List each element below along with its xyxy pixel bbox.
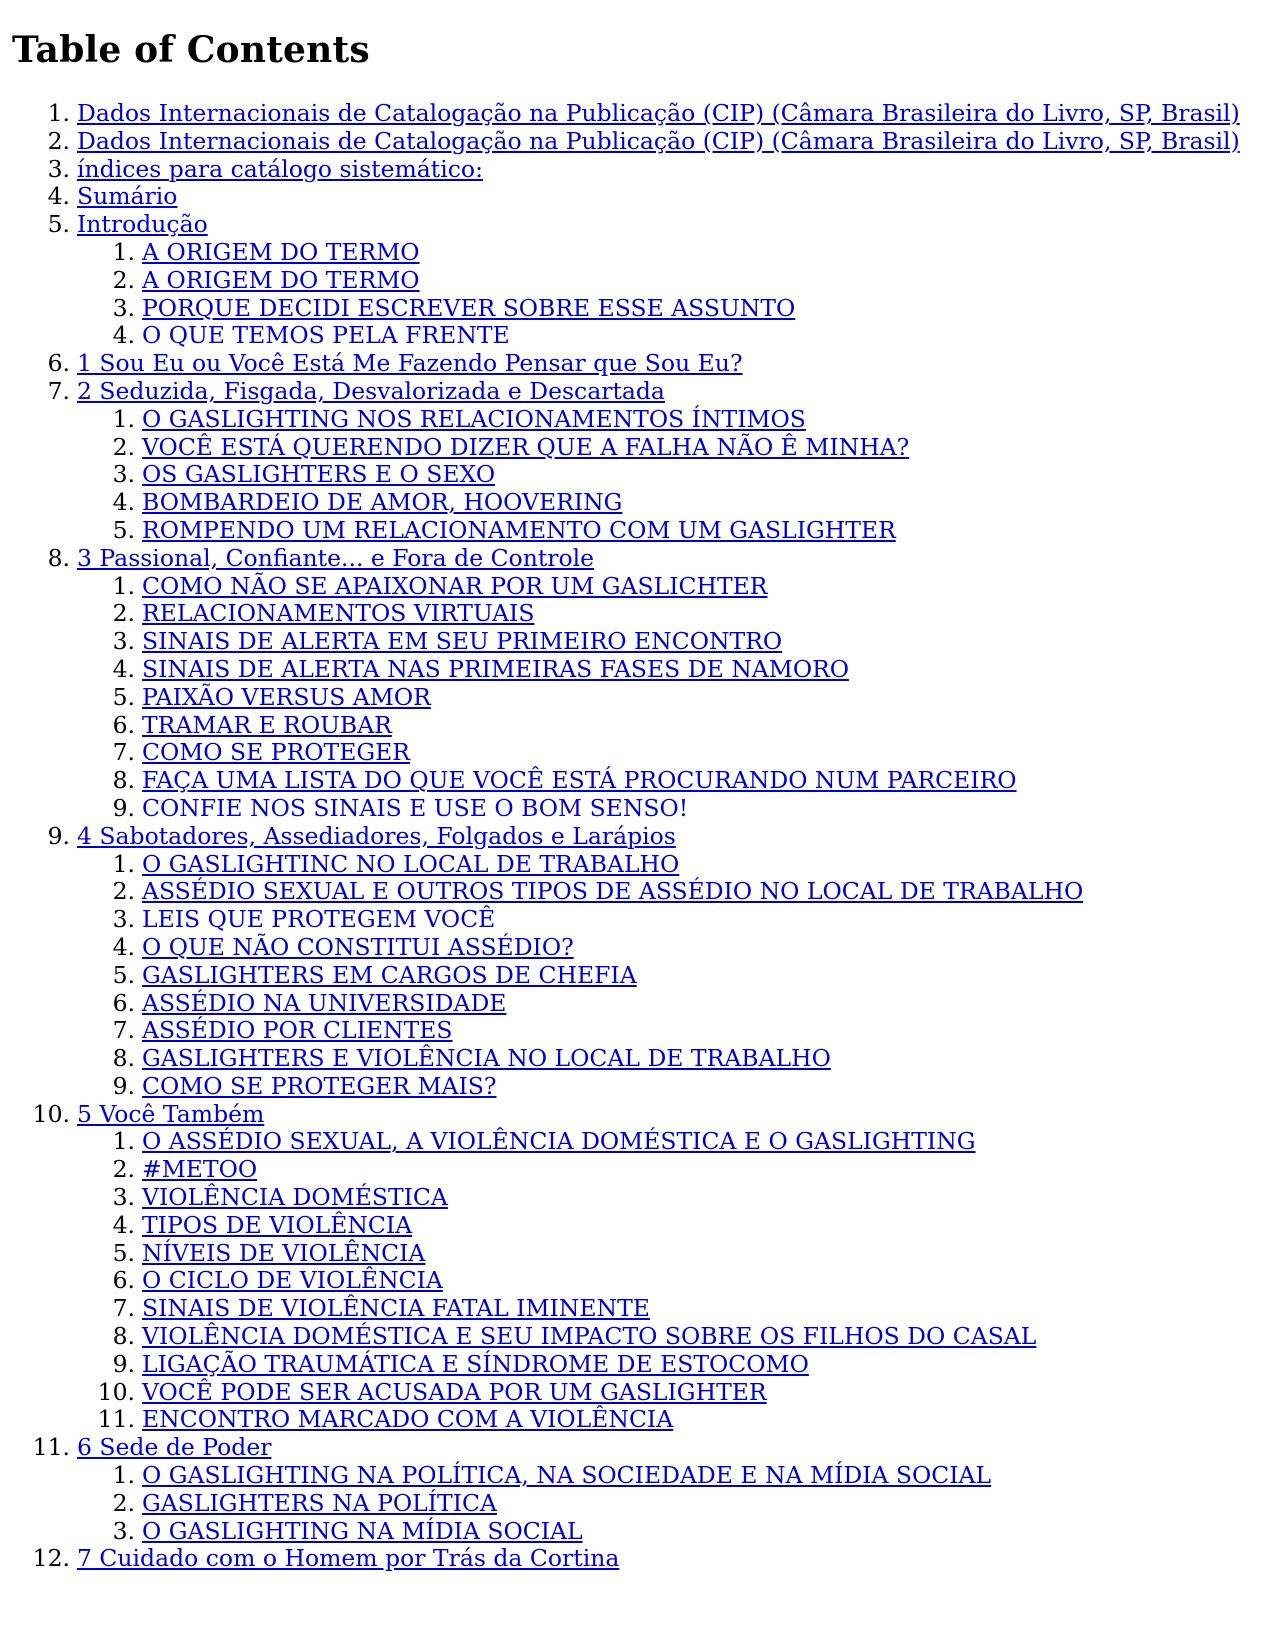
item-number: 9. — [112, 1071, 135, 1100]
item-text — [135, 739, 1262, 767]
item-text — [135, 684, 1262, 712]
item-number: 7. — [47, 376, 70, 405]
toc-link[interactable]: #METOO — [142, 1155, 258, 1184]
item-number: 4. — [47, 182, 70, 211]
toc-section-item — [0, 489, 1262, 517]
item-number: 7. — [112, 1016, 135, 1045]
item-number: 9. — [47, 821, 70, 850]
item-number: 4. — [112, 654, 135, 683]
toc-entry-label: O QUE TEMOS PELA FRENTE — [142, 321, 510, 350]
toc-chapter-item — [0, 350, 1262, 378]
toc-link[interactable]: A ORIGEM DO TERMO — [142, 237, 420, 266]
item-text — [135, 267, 1262, 295]
toc-section-item — [0, 628, 1262, 656]
toc-link[interactable]: VOCÊ PODE SER ACUSADA POR UM GASLIGHTER — [142, 1377, 767, 1406]
item-text — [135, 934, 1262, 962]
toc-link[interactable]: 1 Sou Eu ou Você Está Me Fazendo Pensar que Sou Eu? — [77, 349, 743, 378]
item-number: 2. — [112, 877, 135, 906]
toc-link[interactable]: 3 Passional, Confiante... e Fora de Controle — [77, 543, 595, 572]
item-number: 5. — [47, 210, 70, 239]
toc-section-item — [0, 1184, 1262, 1212]
item-text — [135, 851, 1262, 879]
item-text — [135, 767, 1262, 795]
item-number: 3. — [47, 154, 70, 183]
toc-section-item — [0, 1323, 1262, 1351]
toc-link[interactable]: VOCÊ ESTÁ QUERENDO DIZER QUE A FALHA NÃO Ê MINHA? — [142, 432, 910, 461]
item-text — [135, 656, 1262, 684]
item-number: 1. — [47, 99, 70, 127]
toc-section-item — [0, 1295, 1262, 1323]
item-text — [135, 1462, 1262, 1490]
toc-link[interactable]: OS GASLIGHTERS E O SEXO — [142, 460, 496, 489]
toc-link[interactable]: 4 Sabotadores, Assediadores, Folgados e Larápios — [77, 821, 676, 850]
item-number: 4. — [112, 488, 135, 517]
toc-section-item — [0, 1073, 1262, 1101]
item-text — [70, 545, 1262, 573]
toc-link[interactable]: BOMBARDEIO DE AMOR, HOOVERING — [142, 488, 623, 517]
toc-chapter-item — [0, 378, 1262, 406]
item-number: 3. — [112, 460, 135, 489]
item-text — [70, 1101, 1262, 1129]
toc-section-item — [0, 934, 1262, 962]
item-text — [135, 906, 1262, 934]
toc-chapter-item — [0, 183, 1262, 211]
item-text — [135, 795, 1262, 823]
item-number: 2. — [112, 1488, 135, 1517]
item-number: 6. — [112, 710, 135, 739]
toc-link[interactable]: A ORIGEM DO TERMO — [142, 265, 420, 294]
toc-link[interactable]: ASSÉDIO SEXUAL E OUTROS TIPOS DE ASSÉDIO NO LOCAL DE TRABALHO — [142, 877, 1084, 906]
toc-section-item — [0, 878, 1262, 906]
toc-link[interactable]: PAIXÃO VERSUS AMOR — [142, 682, 431, 711]
toc-link[interactable]: ROMPENDO UM RELACIONAMENTO COM UM GASLIGHTER — [142, 515, 896, 544]
item-number: 5. — [112, 960, 135, 989]
item-text — [135, 1156, 1262, 1184]
toc-section-item — [0, 1240, 1262, 1268]
toc-chapter-item — [0, 100, 1262, 128]
toc-section-item — [0, 1156, 1262, 1184]
item-text — [135, 295, 1262, 323]
toc-link[interactable]: O CICLO DE VIOLÊNCIA — [142, 1266, 443, 1295]
item-text — [135, 1184, 1262, 1212]
toc-link[interactable]: Sumário — [77, 182, 178, 211]
toc-section-item — [0, 906, 1262, 934]
toc-section-item — [0, 573, 1262, 601]
toc-section-item — [0, 406, 1262, 434]
item-number: 2. — [112, 265, 135, 294]
item-text — [70, 211, 1262, 239]
toc-section-item — [0, 1351, 1262, 1379]
item-number: 12. — [32, 1544, 70, 1573]
item-text — [70, 156, 1262, 184]
item-number: 11. — [32, 1433, 70, 1462]
item-text — [70, 1434, 1262, 1462]
item-number: 3. — [112, 293, 135, 322]
toc-section-item — [0, 1045, 1262, 1073]
item-number: 3. — [112, 1516, 135, 1545]
toc-section-item — [0, 600, 1262, 628]
toc-link[interactable]: GASLIGHTERS E VIOLÊNCIA NO LOCAL DE TRABALHO — [142, 1044, 831, 1073]
toc-link[interactable]: 5 Você Também — [77, 1099, 265, 1128]
item-text — [135, 573, 1262, 601]
item-text — [135, 628, 1262, 656]
toc-section-item — [0, 684, 1262, 712]
toc-section-item — [0, 1017, 1262, 1045]
item-text — [135, 1212, 1262, 1240]
item-text — [70, 1545, 1262, 1573]
item-text — [135, 878, 1262, 906]
toc-link[interactable]: SINAIS DE VIOLÊNCIA FATAL IMINENTE — [142, 1294, 650, 1323]
item-number: 2. — [47, 126, 70, 155]
toc-chapter-item — [0, 545, 1262, 573]
toc-chapter-item — [0, 128, 1262, 156]
toc-link[interactable]: NÍVEIS DE VIOLÊNCIA — [142, 1238, 426, 1267]
toc-link[interactable]: TIPOS DE VIOLÊNCIA — [142, 1210, 413, 1239]
item-number: 3. — [112, 627, 135, 656]
toc-section-item — [0, 295, 1262, 323]
toc-section-item — [0, 1128, 1262, 1156]
toc-link[interactable]: O ASSÉDIO SEXUAL, A VIOLÊNCIA DOMÉSTICA E O GASLIGHTING — [142, 1127, 976, 1156]
item-number: 2. — [112, 1155, 135, 1184]
toc-section-item — [0, 1267, 1262, 1295]
toc-link[interactable]: TRAMAR E ROUBAR — [142, 710, 392, 739]
toc-link[interactable]: RELACIONAMENTOS VIRTUAIS — [142, 599, 535, 628]
item-text — [135, 1017, 1262, 1045]
toc-section-item — [0, 322, 1262, 350]
toc-link[interactable]: O GASLIGHTINC NO LOCAL DE TRABALHO — [142, 849, 680, 878]
item-text — [70, 100, 1262, 128]
item-number: 11. — [97, 1405, 135, 1434]
item-text — [135, 517, 1262, 545]
toc-section-item — [0, 739, 1262, 767]
toc-link[interactable]: SINAIS DE ALERTA EM SEU PRIMEIRO ENCONTRO — [142, 627, 783, 656]
item-number: 2. — [112, 432, 135, 461]
toc-link[interactable]: ENCONTRO MARCADO COM A VIOLÊNCIA — [142, 1405, 674, 1434]
item-number: 9. — [112, 1349, 135, 1378]
item-number: 1. — [112, 849, 135, 878]
item-number: 4. — [112, 932, 135, 961]
toc-section-item — [0, 851, 1262, 879]
item-number: 1. — [112, 1461, 135, 1490]
toc-link[interactable]: VIOLÊNCIA DOMÉSTICA E SEU IMPACTO SOBRE OS FILHOS DO CASAL — [142, 1322, 1037, 1351]
toc-chapter-item — [0, 1101, 1262, 1129]
toc-link[interactable]: VIOLÊNCIA DOMÉSTICA — [142, 1183, 448, 1212]
item-number: 1. — [112, 404, 135, 433]
item-number: 5. — [112, 515, 135, 544]
item-number: 8. — [112, 766, 135, 795]
item-number: 4. — [112, 1210, 135, 1239]
item-text — [135, 406, 1262, 434]
item-text — [135, 1379, 1262, 1407]
item-number: 8. — [47, 543, 70, 572]
item-number: 8. — [112, 1322, 135, 1351]
toc-entry-label: CONFIE NOS SINAIS E USE O BOM SENSO! — [142, 793, 689, 822]
item-text — [135, 322, 1262, 350]
item-text — [135, 239, 1262, 267]
item-text — [135, 1045, 1262, 1073]
toc-link[interactable]: ASSÉDIO POR CLIENTES — [142, 1016, 453, 1045]
item-text — [70, 183, 1262, 211]
item-text — [135, 434, 1262, 462]
toc-link[interactable]: PORQUE DECIDI ESCREVER SOBRE ESSE ASSUNTO — [142, 293, 796, 322]
item-number: 5. — [112, 1238, 135, 1267]
toc-link[interactable]: COMO NÃO SE APAIXONAR POR UM GASLICHTER — [142, 571, 768, 600]
item-text — [135, 1073, 1262, 1101]
item-text — [70, 128, 1262, 156]
toc-entry-label: LEIS QUE PROTEGEM VOCÊ — [142, 905, 496, 934]
item-text — [135, 990, 1262, 1018]
item-text — [135, 962, 1262, 990]
toc-section-item — [0, 517, 1262, 545]
item-number: 1. — [112, 571, 135, 600]
item-text — [135, 600, 1262, 628]
item-number: 1. — [112, 237, 135, 266]
item-number: 5. — [112, 682, 135, 711]
item-text — [70, 350, 1262, 378]
toc-link[interactable]: 7 Cuidado com o Homem por Trás da Cortina — [77, 1544, 620, 1573]
item-number: 6. — [47, 349, 70, 378]
toc-link[interactable]: índices para catálogo sistemático: — [77, 154, 483, 183]
item-text — [135, 1128, 1262, 1156]
toc-link[interactable]: GASLIGHTERS EM CARGOS DE CHEFIA — [142, 960, 637, 989]
item-text — [135, 461, 1262, 489]
item-text — [135, 1406, 1262, 1434]
item-number: 6. — [112, 1266, 135, 1295]
item-text — [135, 1351, 1262, 1379]
table-of-contents — [0, 100, 1262, 1573]
item-text — [135, 1518, 1262, 1546]
toc-section-item — [0, 239, 1262, 267]
toc-section-item — [0, 795, 1262, 823]
item-number: 3. — [112, 905, 135, 934]
page-title: Table of Contents — [12, 29, 370, 71]
toc-section-item — [0, 434, 1262, 462]
toc-chapter-item — [0, 1545, 1262, 1573]
toc-section-item — [0, 1406, 1262, 1434]
toc-link[interactable]: SINAIS DE ALERTA NAS PRIMEIRAS FASES DE NAMORO — [142, 654, 850, 683]
item-number: 10. — [32, 1099, 70, 1128]
item-text — [135, 1323, 1262, 1351]
toc-link[interactable]: O GASLIGHTING NA MÍDIA SOCIAL — [142, 1516, 583, 1545]
toc-link[interactable]: O GASLIGHTING NOS RELACIONAMENTOS ÍNTIMOS — [142, 404, 806, 433]
toc-chapter-item — [0, 156, 1262, 184]
item-text — [70, 378, 1262, 406]
item-number: 6. — [112, 988, 135, 1017]
toc-section-item — [0, 656, 1262, 684]
toc-section-item — [0, 1518, 1262, 1546]
toc-link[interactable]: COMO SE PROTEGER MAIS? — [142, 1071, 497, 1100]
item-number: 7. — [112, 738, 135, 767]
toc-section-item — [0, 1212, 1262, 1240]
toc-chapter-item — [0, 1434, 1262, 1462]
toc-section-item — [0, 767, 1262, 795]
item-number: 1. — [112, 1127, 135, 1156]
toc-link[interactable]: 6 Sede de Poder — [77, 1433, 272, 1462]
item-text — [135, 1490, 1262, 1518]
toc-section-item — [0, 712, 1262, 740]
toc-chapter-item — [0, 823, 1262, 851]
item-text — [135, 1240, 1262, 1268]
item-number: 8. — [112, 1044, 135, 1073]
toc-link[interactable]: Dados Internacionais de Catalogação na Publicação (CIP) (Câmara Brasileira do Livro, SP, Brasil) — [77, 99, 1240, 127]
toc-section-item — [0, 990, 1262, 1018]
item-number: 3. — [112, 1183, 135, 1212]
toc-section-item — [0, 267, 1262, 295]
toc-section-item — [0, 1379, 1262, 1407]
toc-section-item — [0, 1490, 1262, 1518]
toc-link[interactable]: ASSÉDIO NA UNIVERSIDADE — [142, 988, 507, 1017]
item-text — [135, 1267, 1262, 1295]
toc-section-item — [0, 962, 1262, 990]
toc-section-item — [0, 461, 1262, 489]
item-number: 7. — [112, 1294, 135, 1323]
item-number: 4. — [112, 321, 135, 350]
toc-link[interactable]: O QUE NÃO CONSTITUI ASSÉDIO? — [142, 932, 574, 961]
toc-section-item — [0, 1462, 1262, 1490]
toc-link[interactable]: Dados Internacionais de Catalogação na Publicação (CIP) (Câmara Brasileira do Livro, SP, Brasil) — [77, 126, 1240, 155]
toc-link[interactable]: GASLIGHTERS NA POLÍTICA — [142, 1488, 497, 1517]
item-text — [135, 489, 1262, 517]
item-text — [70, 823, 1262, 851]
toc-link[interactable]: 2 Seduzida, Fisgada, Desvalorizada e Descartada — [77, 376, 665, 405]
toc-link[interactable]: LIGAÇÃO TRAUMÁTICA E SÍNDROME DE ESTOCOMO — [142, 1349, 809, 1378]
toc-link[interactable]: O GASLIGHTING NA POLÍTICA, NA SOCIEDADE E NA MÍDIA SOCIAL — [142, 1461, 992, 1490]
toc-chapter-item — [0, 211, 1262, 239]
item-number: 9. — [112, 793, 135, 822]
toc-link[interactable]: COMO SE PROTEGER — [142, 738, 410, 767]
item-number: 2. — [112, 599, 135, 628]
item-number: 10. — [97, 1377, 135, 1406]
toc-link[interactable]: FAÇA UMA LISTA DO QUE VOCÊ ESTÁ PROCURANDO NUM PARCEIRO — [142, 766, 1017, 795]
item-text — [135, 712, 1262, 740]
item-text — [135, 1295, 1262, 1323]
toc-link[interactable]: Introdução — [77, 210, 208, 239]
